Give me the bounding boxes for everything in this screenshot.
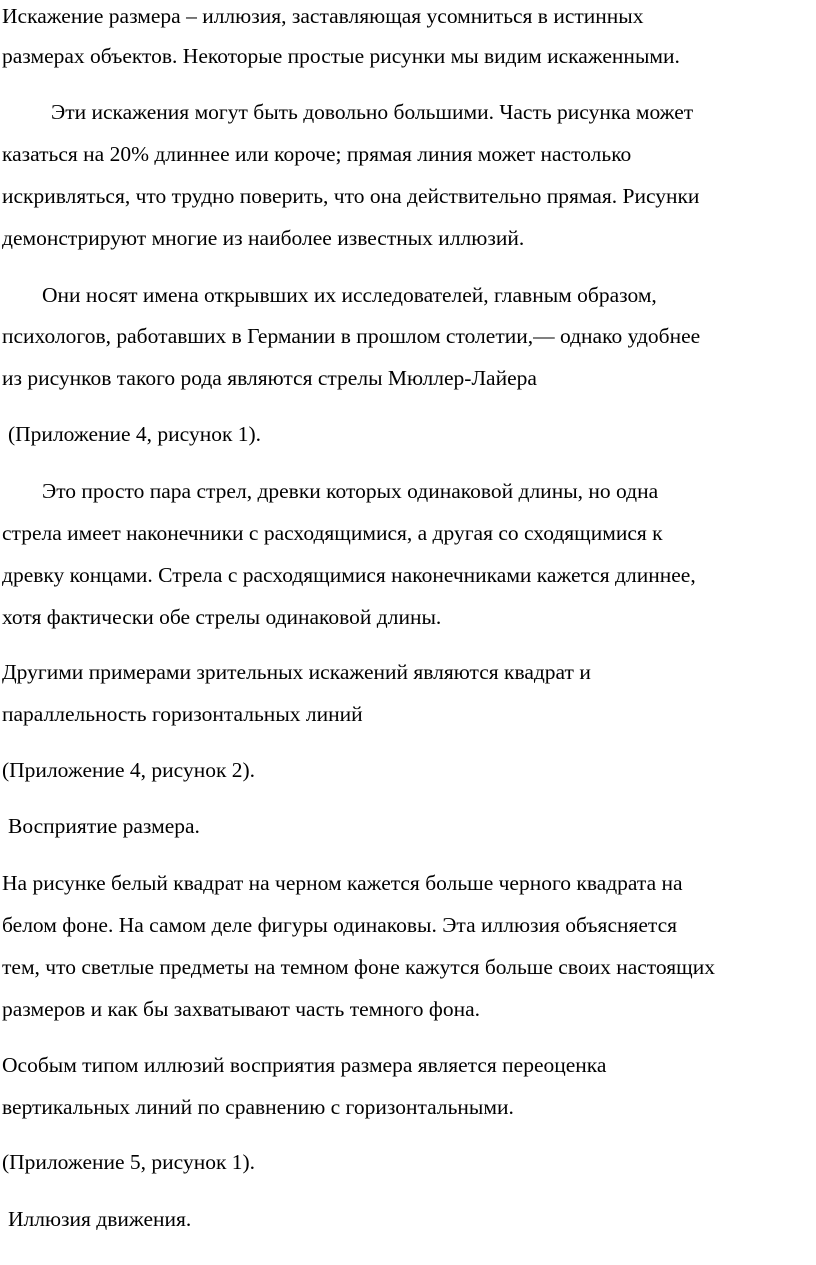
text-line: вертикальных линий по сравнению с горизонтальными. (2, 1095, 514, 1119)
text-line: древку концами. Стрела с расходящимися наконечниками кажется длиннее, (2, 563, 696, 587)
text-line: стрела имеет наконечники с расходящимися, а другая со сходящимися к (2, 521, 663, 545)
text-line: из рисунков такого рода являются стрелы Мюллер-Лайера (2, 366, 537, 390)
text-line: (Приложение 4, рисунок 1). (8, 422, 262, 446)
text-line: Особым типом иллюзий восприятия размера является переоценка (2, 1053, 607, 1077)
text-line: Иллюзия движения. (8, 1207, 192, 1231)
text-line: На рисунке белый квадрат на черном кажется больше черного квадрата на (2, 871, 683, 895)
text-line: Другими примерами зрительных искажений являются квадрат и (2, 660, 591, 684)
text-line: размеров и как бы захватывают часть темного фона. (2, 997, 481, 1021)
text-line: Они носят имена открывших их исследователей, главным образом, (42, 283, 657, 307)
text-line: размерах объектов. Некоторые простые рисунки мы видим искаженными. (2, 44, 680, 68)
text-line: белом фоне. На самом деле фигуры одинаковы. Эта иллюзия объясняется (2, 913, 678, 937)
text-line: тем, что светлые предметы на темном фоне кажутся больше своих настоящих (2, 955, 715, 979)
text-line: Эти искажения могут быть довольно большими. Часть рисунка может (51, 100, 694, 124)
text-line: Это просто пара стрел, древки которых одинаковой длины, но одна (42, 479, 659, 503)
text-line: (Приложение 5, рисунок 1). (2, 1150, 256, 1174)
text-line: искривляться, что трудно поверить, что она действительно прямая. Рисунки (2, 184, 700, 208)
text-line: казаться на 20% длиннее или короче; прямая линия может настолько (2, 142, 632, 166)
text-line: психологов, работавших в Германии в прошлом столетии,— однако удобнее (2, 324, 701, 348)
text-line: демонстрируют многие из наиболее известных иллюзий. (2, 226, 525, 250)
text-line: Искажение размера – иллюзия, заставляющая усомниться в истинных (2, 4, 644, 28)
text-line: (Приложение 4, рисунок 2). (2, 758, 256, 782)
text-line: хотя фактически обе стрелы одинаковой длины. (2, 605, 442, 629)
text-line: Восприятие размера. (8, 814, 200, 838)
text-line: параллельность горизонтальных линий (2, 702, 363, 726)
